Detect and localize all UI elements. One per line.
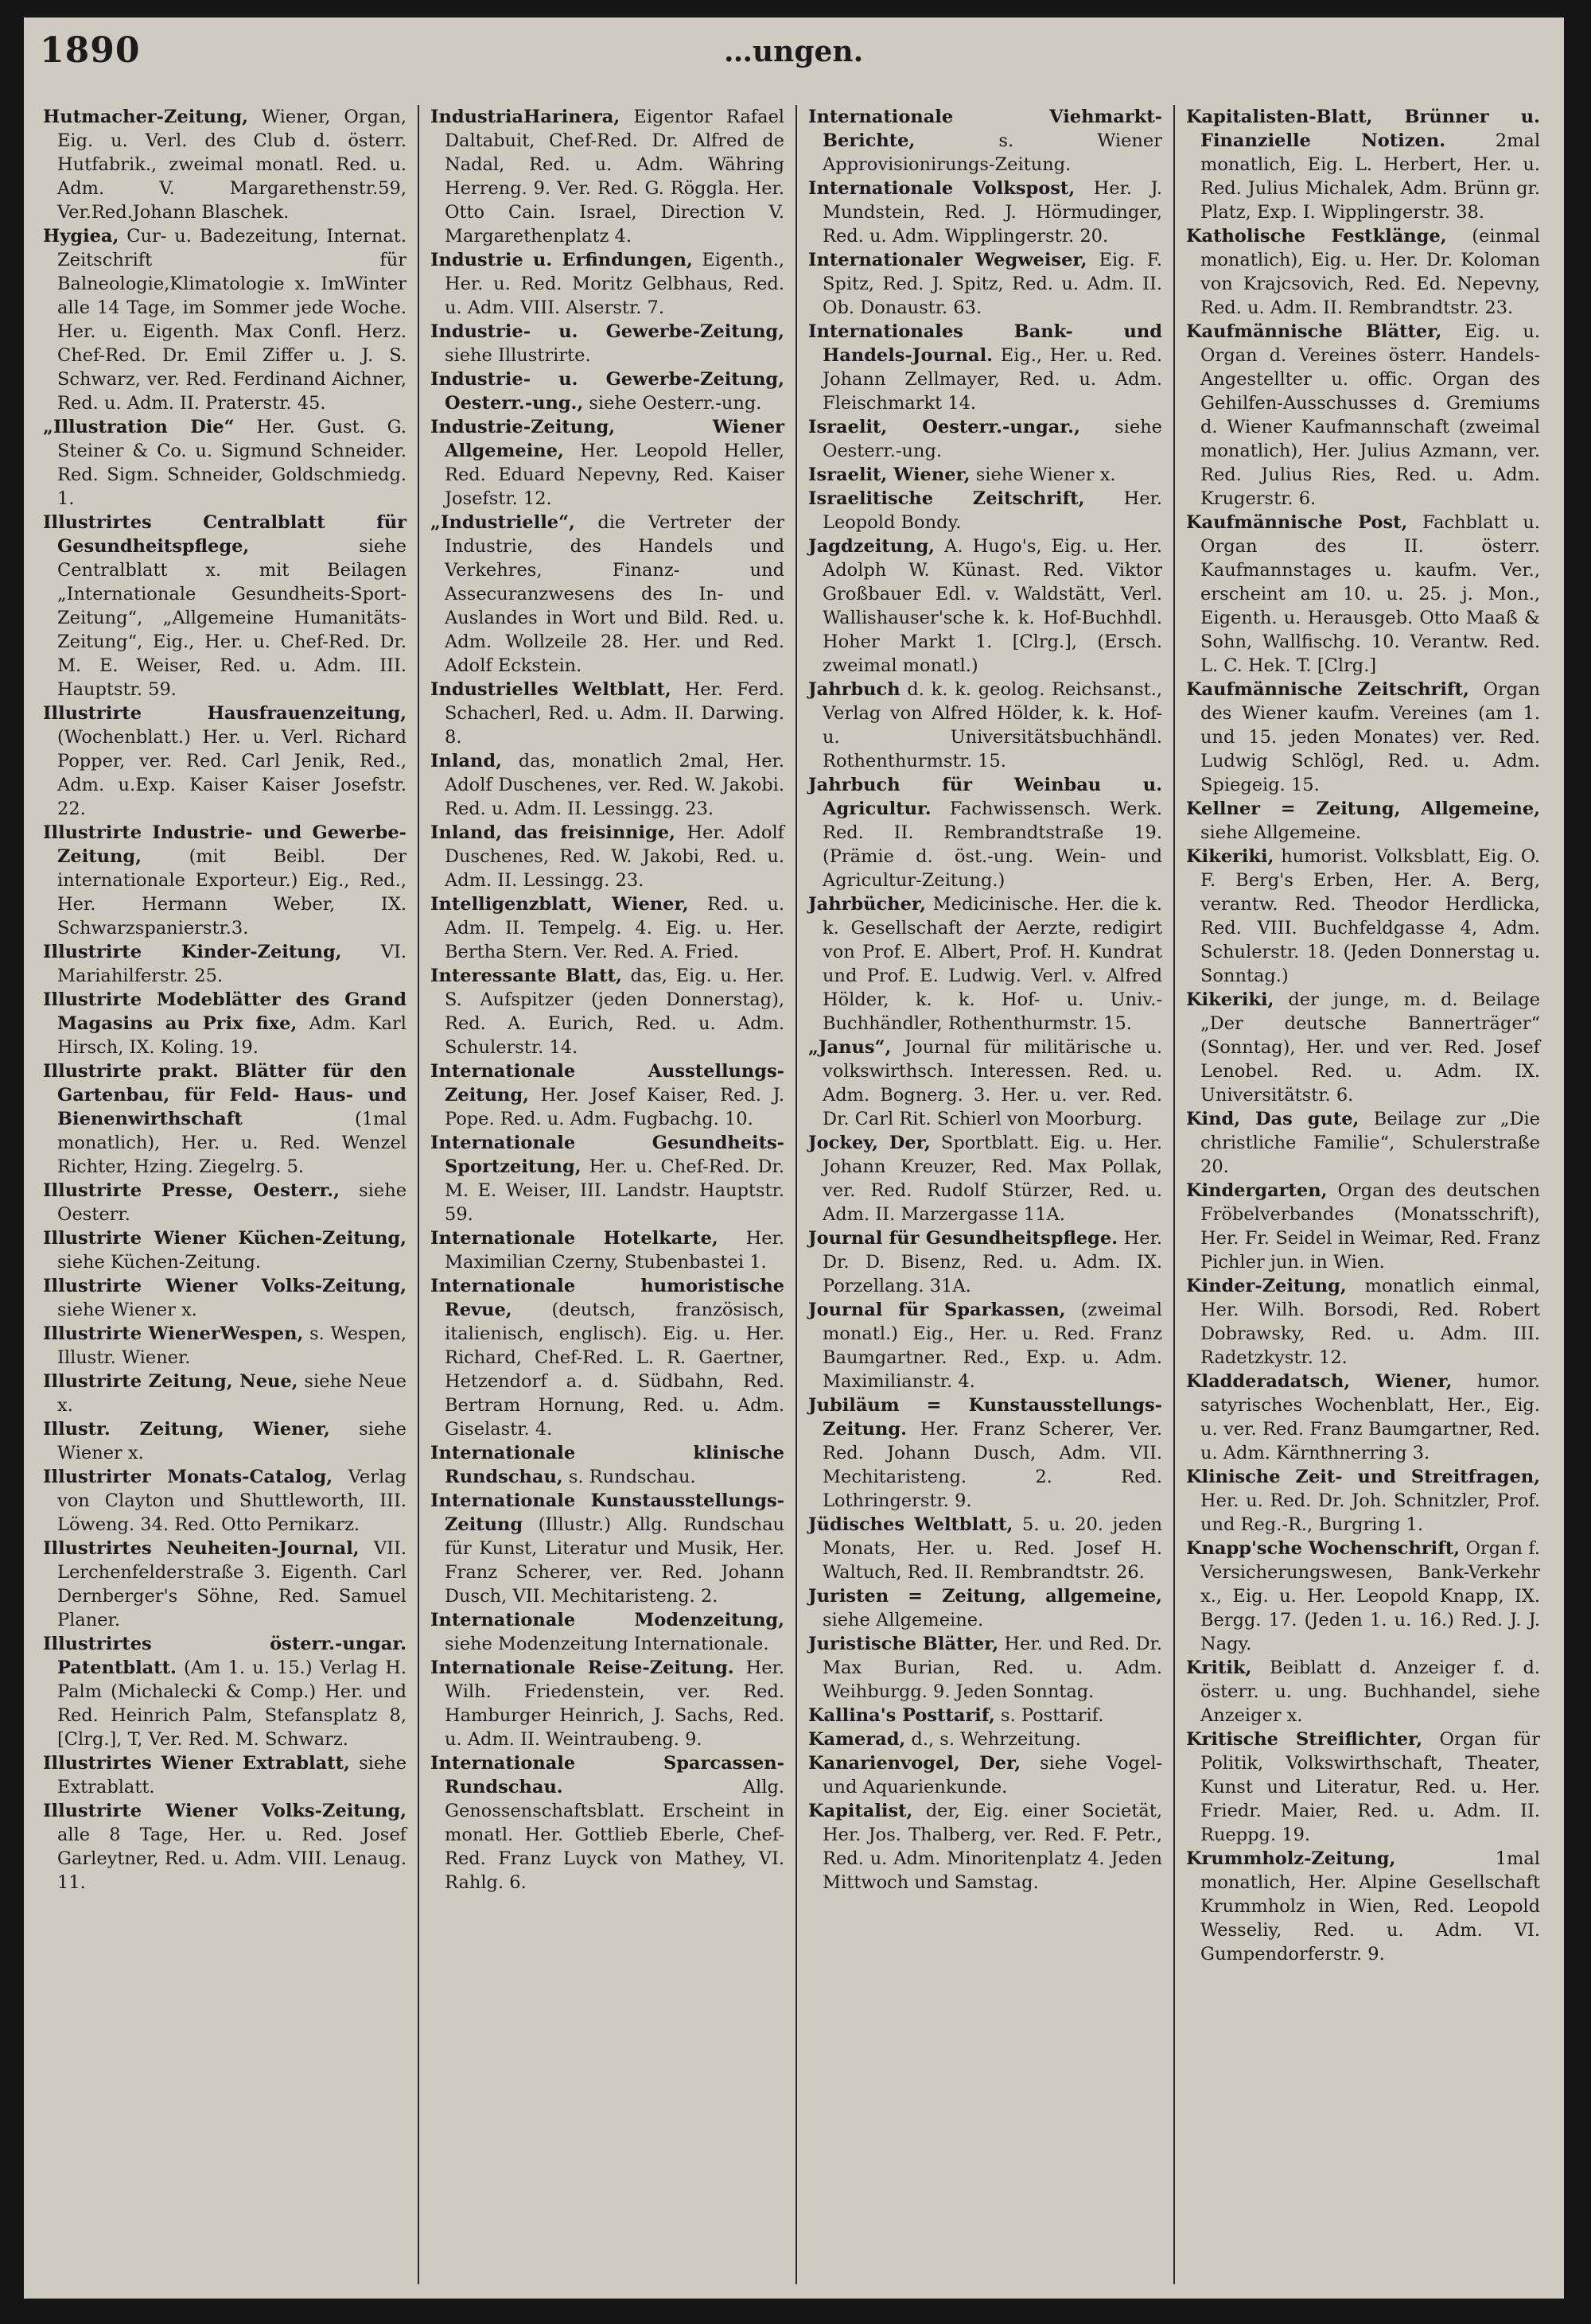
directory-entry bbox=[808, 487, 1162, 534]
entry-title: „Illustration Die“ bbox=[43, 417, 235, 437]
entry-text: alle 8 Tage, Her. u. Red. Josef Garleytner, Red. u. Adm. VIII. Lenaug. 11. bbox=[57, 1825, 407, 1893]
entry-title: Kaufmännische Post, bbox=[1186, 512, 1408, 533]
entry-title: Jahrbuch für Weinbau u. Agricultur. bbox=[808, 775, 1162, 819]
entry-text: VI. Mariahilferstr. 25. bbox=[57, 942, 407, 986]
entry-title: Jahrbücher, bbox=[808, 894, 926, 915]
entry-text: (Am 1. u. 15.) Verlag H. Palm (Michalecki & Comp.) Her. und Red. Heinrich Palm, Stefansplatz 8, [Clrg.], T, Ver. Red. M. Schwarz. bbox=[57, 1658, 407, 1750]
entry-text: 2mal monatlich, Eig. L. Herbert, Her. u. Red. Julius Michalek, Adm. Brünn gr. Platz, Exp. I. Wipplingerstr. 38. bbox=[1200, 130, 1541, 223]
directory-entry bbox=[808, 1131, 1162, 1226]
entry-text: Her. Dr. D. Bisenz, Red. u. Adm. IX. Porzellang. 31A. bbox=[823, 1228, 1163, 1296]
directory-entry bbox=[808, 1298, 1162, 1393]
directory-entry bbox=[1186, 988, 1540, 1107]
directory-entry bbox=[1186, 1179, 1540, 1274]
entry-text: Her. und Red. Dr. Max Burian, Red. u. Adm. Weihburgg. 9. Jeden Sonntag. bbox=[823, 1634, 1162, 1702]
entry-text: siehe Illustrirte. bbox=[445, 345, 591, 366]
directory-entry bbox=[1186, 797, 1540, 845]
directory-entry bbox=[43, 1274, 407, 1322]
directory-entry bbox=[430, 821, 784, 892]
entry-text: VII. Lerchenfelderstraße 3. Eigenth. Carl Dernberger's Söhne, Red. Samuel Planer. bbox=[57, 1538, 407, 1630]
entry-title: Internationale klinische Rundschau, bbox=[430, 1443, 784, 1487]
directory-entry bbox=[43, 224, 407, 415]
directory-entry bbox=[43, 1632, 407, 1751]
entry-title: Jagdzeitung, bbox=[808, 536, 936, 557]
directory-page bbox=[24, 17, 1564, 2299]
entry-title: Kapitalist, bbox=[808, 1801, 913, 1821]
directory-entry bbox=[808, 463, 1162, 487]
directory-entry bbox=[430, 964, 784, 1059]
entry-text: Her. J. Mundstein, Red. J. Hörmudinger, Red. u. Adm. Wipplingerstr. 20. bbox=[823, 178, 1162, 247]
entry-title: Kamerad, bbox=[808, 1729, 906, 1750]
entry-title: Jockey, Der, bbox=[808, 1133, 931, 1153]
page-number: 1890 bbox=[40, 30, 141, 71]
entry-title: Kikeriki, bbox=[1186, 989, 1274, 1010]
entry-text: Her. Adolf Duschenes, Red. W. Jakobi, Red. u. Adm. II. Lessingg. 23. bbox=[445, 822, 784, 891]
entry-text: Allg. Genossenschaftsblatt. Erscheint in monatl. Her. Gottlieb Eberle, Chef-Red. Franz Luyck von Mathey, VI. Rahlg. 6. bbox=[445, 1777, 784, 1893]
entry-title: Illustrirte Wiener Volks-Zeitung, bbox=[43, 1801, 407, 1821]
directory-entry bbox=[808, 678, 1162, 773]
entry-text: siehe Oesterr.-ung. bbox=[823, 417, 1162, 461]
entry-title: Kaufmännische Zeitschrift, bbox=[1186, 679, 1469, 700]
directory-entry bbox=[43, 1059, 407, 1179]
directory-entry bbox=[808, 1036, 1162, 1131]
entry-title: Katholische Festklänge, bbox=[1186, 226, 1447, 247]
directory-entry bbox=[430, 1059, 784, 1131]
entry-text: die Vertreter der Industrie, des Handels und Verkehres, Finanz- und Assecuranzwesens des In- und Auslandes in Wort und Bild. Red. u. Adm. Wollzeile 28. Her. und Red. Adolf Eckstein. bbox=[445, 512, 784, 676]
entry-title: Illustrirtes Neuheiten-Journal, bbox=[43, 1538, 360, 1559]
entry-text: Her. Franz Scherer, Ver. Red. Johann Dusch, Adm. VII. Mechitaristeng. 2. Red. Lothringerstr. 9. bbox=[823, 1419, 1163, 1511]
directory-entry bbox=[808, 1799, 1162, 1895]
entry-title: Illustrirte Modeblätter des Grand Magasins au Prix fixe, bbox=[43, 989, 407, 1034]
directory-entry bbox=[43, 1751, 407, 1799]
directory-entry bbox=[808, 1632, 1162, 1704]
entry-text: s. Rundschau. bbox=[568, 1467, 696, 1487]
entry-text: Her. Ferd. Schacherl, Red. u. Adm. II. Darwing. 8. bbox=[445, 679, 784, 748]
entry-text: siehe Oesterr. bbox=[57, 1180, 407, 1225]
directory-entry bbox=[43, 1465, 407, 1537]
directory-entry bbox=[43, 940, 407, 988]
directory-entry bbox=[43, 701, 407, 821]
entry-title: Illustr. Zeitung, Wiener, bbox=[43, 1419, 330, 1440]
entry-title: Krummholz-Zeitung, bbox=[1186, 1848, 1396, 1869]
running-header: …ungen. bbox=[724, 35, 864, 68]
entry-title: Illustrirte prakt. Blätter für den Gartenbau, für Feld- Haus- und Bienenwirthschaft bbox=[43, 1061, 407, 1129]
entry-text: siehe Wiener x. bbox=[57, 1300, 197, 1320]
entry-text: Eigenth., Her. u. Red. Moritz Gelbhaus, Red. u. Adm. VIII. Alserstr. 7. bbox=[445, 250, 784, 318]
entry-title: Internationale Hotelkarte, bbox=[430, 1228, 718, 1249]
entry-title: Hygiea, bbox=[43, 226, 119, 247]
entry-text: 1mal monatlich, Her. Alpine Gesellschaft Krummholz in Wien, Red. Leopold Wesseliy, Red. u. Adm. VI. Gumpendorferstr. 9. bbox=[1200, 1848, 1540, 1965]
entry-title: „Janus“, bbox=[808, 1037, 892, 1058]
directory-entry bbox=[808, 773, 1162, 892]
directory-entry bbox=[430, 1441, 784, 1489]
directory-entry bbox=[43, 105, 407, 224]
entry-title: Illustrirte Industrie- und Gewerbe-Zeitung, bbox=[43, 822, 407, 867]
entry-title: Journal für Sparkassen, bbox=[808, 1300, 1066, 1320]
directory-entry bbox=[430, 1274, 784, 1441]
entry-text: (Wochenblatt.) Her. u. Verl. Richard Popper, ver. Red. Carl Jenik, Red., Adm. u.Exp. Kaiser Kaiser Josefstr. 22. bbox=[57, 727, 407, 819]
entry-title: Inland, bbox=[430, 751, 502, 771]
directory-entry bbox=[1186, 511, 1540, 678]
entry-text: Verlag von Clayton und Shuttleworth, III. Löweng. 34. Red. Otto Pernikarz. bbox=[57, 1467, 407, 1535]
entry-title: Illustrirtes österr.-ungar. Patentblatt. bbox=[43, 1634, 407, 1678]
directory-entry bbox=[1186, 1656, 1540, 1727]
entry-text: Beilage zur „Die christliche Familie“, Schulerstraße 20. bbox=[1200, 1109, 1540, 1177]
entry-text: s. Wespen, Illustr. Wiener. bbox=[57, 1323, 407, 1368]
entry-title: Klinische Zeit- und Streitfragen, bbox=[1186, 1467, 1540, 1487]
entry-title: Israelit, Wiener, bbox=[808, 464, 971, 485]
directory-entry bbox=[43, 988, 407, 1059]
directory-entry bbox=[808, 248, 1162, 320]
directory-entry bbox=[430, 1226, 784, 1274]
entry-title: Juristische Blätter, bbox=[808, 1634, 999, 1654]
entry-title: Illustrirte WienerWespen, bbox=[43, 1323, 304, 1344]
directory-entry bbox=[43, 415, 407, 511]
entry-text: d., s. Wehrzeitung. bbox=[911, 1729, 1081, 1750]
entry-title: Interessante Blatt, bbox=[430, 966, 622, 986]
entry-text: siehe Allgemeine. bbox=[823, 1610, 984, 1630]
entry-text: (1mal monatlich), Her. u. Red. Wenzel Richter, Hzing. Ziegelrg. 5. bbox=[57, 1109, 407, 1177]
entry-title: Industrie- u. Gewerbe-Zeitung, Oesterr.-ung., bbox=[430, 369, 784, 414]
entry-title: Kladderadatsch, Wiener, bbox=[1186, 1371, 1453, 1392]
directory-entry bbox=[430, 749, 784, 821]
column-1 bbox=[40, 105, 418, 2284]
entry-title: Kind, Das gute, bbox=[1186, 1109, 1360, 1129]
directory-entry bbox=[43, 1322, 407, 1370]
directory-entry bbox=[808, 105, 1162, 177]
directory-entry bbox=[808, 320, 1162, 415]
directory-entry bbox=[808, 1393, 1162, 1513]
directory-entry bbox=[43, 1799, 407, 1895]
directory-entry bbox=[808, 892, 1162, 1036]
entry-title: Kanarienvogel, Der, bbox=[808, 1753, 1021, 1774]
directory-entry bbox=[430, 248, 784, 320]
entry-title: Israelitische Zeitschrift, bbox=[808, 488, 1085, 509]
directory-entry bbox=[808, 177, 1162, 248]
directory-entry bbox=[1186, 678, 1540, 797]
directory-entry bbox=[43, 511, 407, 701]
entry-title: Industrie- u. Gewerbe-Zeitung, bbox=[430, 321, 784, 342]
entry-text: Medicinische. Her. die k. k. Gesellschaft der Aerzte, redigirt von Prof. E. Albert, Prof. H. Kundrat und Prof. E. Ludwig. Verl. v. Alfred Hölder, k. k. Hof- u. Univ.-Buchhändler, Rothenthurmstr. 15. bbox=[823, 894, 1162, 1034]
entry-title: Internationale Reise-Zeitung. bbox=[430, 1658, 734, 1678]
entry-text: Organ für Politik, Volkswirthschaft, Theater, Kunst und Literatur, Red. u. Her. Friedr. Maier, Red. u. Adm. II. Rueppg. 19. bbox=[1200, 1729, 1540, 1845]
directory-entry bbox=[43, 1417, 407, 1465]
entry-text: humor. satyrisches Wochenblatt, Her., Eig. u. ver. Red. Franz Baumgartner, Red. u. Adm. Kärnthnerring 3. bbox=[1200, 1371, 1541, 1463]
entry-text: Her. Leopold Bondy. bbox=[823, 488, 1162, 533]
entry-title: Industrie u. Erfindungen, bbox=[430, 250, 693, 270]
entry-text: Her. Wilh. Friedenstein, ver. Red. Hamburger Heinrich, J. Sachs, Red. u. Adm. II. Weintraubeng. 9. bbox=[445, 1658, 784, 1750]
directory-entry bbox=[43, 1537, 407, 1632]
directory-entry bbox=[430, 320, 784, 367]
directory-entry bbox=[808, 1704, 1162, 1727]
directory-entry bbox=[808, 1584, 1162, 1632]
entry-text: Fachblatt u. Organ des II. österr. Kaufmannstages u. kaufm. Ver., erscheint am 10. u. 25. j. Mon., Eigenth. u. Herausgeb. Otto Maaß & Sohn, Wallfischg. 10. Verantw. Red. L. C. Hek. T. [Clrg.] bbox=[1200, 512, 1541, 676]
directory-entry bbox=[1186, 105, 1540, 224]
entry-text: siehe Wiener x. bbox=[57, 1419, 407, 1463]
entry-title: Internationale Ausstellungs-Zeitung, bbox=[430, 1061, 784, 1106]
entry-title: Kinder-Zeitung, bbox=[1186, 1276, 1347, 1296]
directory-entry bbox=[1186, 224, 1540, 320]
directory-entry bbox=[808, 1751, 1162, 1799]
entry-text: Sportblatt. Eig. u. Her. Johann Kreuzer, Red. Max Pollak, ver. Red. Rudolf Stürzer, Red. u. Adm. II. Marzergasse 11A. bbox=[823, 1133, 1162, 1225]
directory-entry bbox=[1186, 1847, 1540, 1966]
entry-title: Jüdisches Weltblatt, bbox=[808, 1514, 1013, 1535]
entry-text: siehe Wiener x. bbox=[975, 464, 1116, 485]
entry-text: Her. u. Red. Dr. Joh. Schnitzler, Prof. und Reg.-R., Burgring 1. bbox=[1200, 1490, 1540, 1535]
entry-title: Kaufmännische Blätter, bbox=[1186, 321, 1442, 342]
entry-text: 5. u. 20. jeden Monats, Her. u. Red. Josef H. Waltuch, Red. II. Rembrandtstr. 26. bbox=[823, 1514, 1162, 1583]
entry-title: Illustrirte Zeitung, Neue, bbox=[43, 1371, 298, 1392]
entry-text: Eig. F. Spitz, Red. J. Spitz, Red. u. Adm. II. Ob. Donaustr. 63. bbox=[823, 250, 1162, 318]
entry-title: Internationaler Wegweiser, bbox=[808, 250, 1087, 270]
entry-text: Eigentor Rafael Daltabuit, Chef-Red. Dr. Alfred de Nadal, Red. u. Adm. Währing Herreng. 9. Ver. Red. G. Röggla. Her. Otto Cain. Israel, Direction V. Margarethenplatz 4. bbox=[445, 107, 784, 247]
entry-title: Internationale humoristische Revue, bbox=[430, 1276, 784, 1320]
entry-text: siehe Vogel- und Aquarienkunde. bbox=[823, 1753, 1162, 1797]
entry-text: Organ f. Versicherungswesen, Bank-Verkehr x., Eig. u. Her. Leopold Knapp, IX. Bergg. 17. (Jeden 1. u. 16.) Red. J. J. Nagy. bbox=[1200, 1538, 1540, 1654]
entry-text: siehe Centralblatt x. mit Beilagen „Internationale Gesundheits-Sport-Zeitung“, „Allgemeine Humanitäts-Zeitung“, Eig., Her. u. Chef-Red. Dr. M. E. Weiser, Red. u. Adm. III. Hauptstr. 59. bbox=[57, 536, 407, 700]
entry-text: siehe Extrablatt. bbox=[57, 1753, 407, 1797]
entry-text: s. Posttarif. bbox=[1001, 1705, 1104, 1726]
entry-title: Israelit, Oesterr.-ungar., bbox=[808, 417, 1080, 437]
directory-entry bbox=[1186, 1727, 1540, 1847]
entry-title: „Industrielle“, bbox=[430, 512, 575, 533]
entry-title: Illustrirte Wiener Küchen-Zeitung, bbox=[43, 1228, 407, 1249]
directory-entry bbox=[430, 1131, 784, 1226]
entry-text: Wiener, Organ, Eig. u. Verl. des Club d. österr. Hutfabrik., zweimal monatl. Red. u. Adm. V. Margarethenstr.59, Ver.Red.Johann Blaschek. bbox=[57, 107, 407, 223]
column-3 bbox=[796, 105, 1173, 2284]
entry-title: Kindergarten, bbox=[1186, 1180, 1328, 1201]
directory-entry bbox=[430, 367, 784, 415]
directory-entry bbox=[430, 678, 784, 749]
entry-title: Jahrbuch bbox=[808, 679, 901, 700]
entry-title: Kritik, bbox=[1186, 1658, 1252, 1678]
entry-text: das, monatlich 2mal, Her. Adolf Duschenes, ver. Red. W. Jakobi. Red. u. Adm. II. Lessingg. 23. bbox=[445, 751, 784, 819]
directory-entry bbox=[430, 1608, 784, 1656]
entry-title: Juristen = Zeitung, allgemeine, bbox=[808, 1586, 1162, 1607]
entry-text: siehe Allgemeine. bbox=[1200, 822, 1362, 843]
entry-title: Jubiläum = Kunstausstellungs-Zeitung. bbox=[808, 1395, 1162, 1440]
entry-title: Illustrirte Kinder-Zeitung, bbox=[43, 942, 342, 962]
entry-text: Beiblatt d. Anzeiger f. d. österr. u. ung. Buchhandel, siehe Anzeiger x. bbox=[1200, 1658, 1541, 1726]
entry-text: (Illustr.) Allg. Rundschau für Kunst, Literatur und Musik, Her. Franz Scherer, ver. Red. Johann Dusch, VII. Mechitaristeng. 2. bbox=[445, 1514, 784, 1607]
entry-text: Organ des deutschen Fröbelverbandes (Monatsschrift), Her. Fr. Seidel in Weimar, Red. Franz Pichler jun. in Wien. bbox=[1200, 1180, 1540, 1273]
entry-text: Her. Josef Kaiser, Red. J. Pope. Red. u. Adm. Fugbachg. 10. bbox=[445, 1085, 784, 1129]
entry-text: Her. Gust. G. Steiner & Co. u. Sigmund Schneider. Red. Sigm. Schneider, Goldschmiedg. 1. bbox=[57, 417, 407, 509]
entry-text: (einmal monatlich), Eig. u. Her. Dr. Koloman von Krajcsovich, Red. Ed. Nepevny, Red. u. Adm. II. Rembrandtstr. 23. bbox=[1200, 226, 1541, 318]
entry-title: Hutmacher-Zeitung, bbox=[43, 107, 248, 127]
entry-text: (mit Beibl. Der internationale Exporteur.) Eig., Red., Her. Hermann Weber, IX. Schwarzspanierstr.3. bbox=[57, 846, 407, 939]
entry-title: Illustrirte Wiener Volks-Zeitung, bbox=[43, 1276, 407, 1296]
entries-grid bbox=[40, 105, 1551, 2284]
entry-title: Industrie-Zeitung, Wiener Allgemeine, bbox=[430, 417, 784, 461]
entry-title: Kallina's Posttarif, bbox=[808, 1705, 995, 1726]
entry-title: Internationales Bank- und Handels-Journal. bbox=[808, 321, 1162, 366]
directory-entry bbox=[430, 1656, 784, 1751]
directory-entry bbox=[1186, 1274, 1540, 1370]
entry-text: Cur- u. Badezeitung, Internat. Zeitschrift für Balneologie,Klimatologie x. ImWinter alle 14 Tage, im Sommer jede Woche. Her. u. Eigenth. Max Confl. Herz. Chef-Red. Dr. Emil Ziffer u. J. S. Schwarz, ver. Red. Ferdinand Aichner, Red. u. Adm. II. Praterstr. 45. bbox=[57, 226, 407, 414]
entry-title: Kritische Streiflichter, bbox=[1186, 1729, 1423, 1750]
entry-title: Kellner = Zeitung, Allgemeine, bbox=[1186, 799, 1540, 819]
entry-text: Adm. Karl Hirsch, IX. Koling. 19. bbox=[57, 1013, 407, 1058]
entry-text: siehe Modenzeitung Internationale. bbox=[445, 1634, 769, 1654]
entry-text: siehe Neue x. bbox=[57, 1371, 407, 1416]
directory-entry bbox=[1186, 1537, 1540, 1656]
directory-entry bbox=[430, 1751, 784, 1895]
directory-entry bbox=[430, 1489, 784, 1608]
entry-title: Internationale Volkspost, bbox=[808, 178, 1076, 199]
entry-title: Illustrirter Monats-Catalog, bbox=[43, 1467, 333, 1487]
entry-text: Red. u. Adm. II. Tempelg. 4. Eig. u. Her. Bertha Stern. Ver. Red. A. Fried. bbox=[445, 894, 784, 962]
entry-text: s. Wiener Approvisionirungs-Zeitung. bbox=[823, 130, 1162, 175]
directory-entry bbox=[430, 511, 784, 678]
directory-entry bbox=[1186, 320, 1540, 511]
directory-entry bbox=[808, 1727, 1162, 1751]
entry-title: IndustriaHarinera, bbox=[430, 107, 620, 127]
column-4 bbox=[1173, 105, 1551, 2284]
entry-title: Knapp'sche Wochenschrift, bbox=[1186, 1538, 1461, 1559]
directory-entry bbox=[1186, 1465, 1540, 1537]
directory-entry bbox=[808, 1226, 1162, 1298]
entry-title: Kapitalisten-Blatt, Brünner u. Finanzielle Notizen. bbox=[1186, 107, 1540, 151]
entry-text: der, Eig. einer Societät, Her. Jos. Thalberg, ver. Red. F. Petr., Red. u. Adm. Minoritenplatz 4. Jeden Mittwoch und Samstag. bbox=[823, 1801, 1162, 1893]
directory-entry bbox=[43, 1179, 407, 1226]
directory-entry bbox=[808, 534, 1162, 678]
entry-text: Eig. u. Organ d. Vereines österr. Handels-Angestellter u. offic. Organ des Gehilfen-Ausschusses d. Gremiums d. Wiener Kaufmannschaft (zweimal monatlich), Her. Julius Azmann, ver. Red. Julius Ries, Red. u. Adm. Krugerstr. 6. bbox=[1200, 321, 1540, 509]
entry-title: Illustrirtes Centralblatt für Gesundheitspflege, bbox=[43, 512, 407, 557]
entry-text: d. k. k. geolog. Reichsanst., Verlag von Alfred Hölder, k. k. Hof- u. Universitätsbuchhändl. Rothenthurmstr. 15. bbox=[823, 679, 1162, 771]
entry-title: Illustrirtes Wiener Extrablatt, bbox=[43, 1753, 350, 1774]
entry-title: Inland, das freisinnige, bbox=[430, 822, 675, 843]
entry-text: siehe Küchen-Zeitung. bbox=[57, 1252, 262, 1273]
entry-text: Eig., Her. u. Red. Johann Zellmayer, Red. u. Adm. Fleischmarkt 14. bbox=[823, 345, 1162, 414]
entry-title: Illustrirte Presse, Oesterr., bbox=[43, 1180, 340, 1201]
directory-entry bbox=[43, 821, 407, 940]
entry-title: Internationale Viehmarkt-Berichte, bbox=[808, 107, 1162, 151]
entry-text: (zweimal monatl.) Eig., Her. u. Red. Franz Baumgartner. Red., Exp. u. Adm. Maximilianstr. 4. bbox=[823, 1300, 1162, 1392]
entry-text: Fachwissensch. Werk. Red. II. Rembrandtstraße 19. (Prämie d. öst.-ung. Wein- und Agricultur-Zeitung.) bbox=[823, 799, 1162, 891]
directory-entry bbox=[43, 1226, 407, 1274]
entry-text: Journal für militärische u. volkswirthsch. Interessen. Red. u. Adm. Bognerg. 3. Her. u. ver. Red. Dr. Carl Rit. Schierl von Moorburg. bbox=[823, 1037, 1162, 1129]
entry-text: (deutsch, französisch, italienisch, englisch). Eig. u. Her. Richard, Chef-Red. L. R. Gaertner, Hetzendorf a. d. Südbahn, Red. Bertram Hornung, Red. u. Adm. Giselastr. 4. bbox=[445, 1300, 784, 1440]
directory-entry bbox=[1186, 1370, 1540, 1465]
entry-text: Her. Leopold Heller, Red. Eduard Nepevny, Red. Kaiser Josefstr. 12. bbox=[445, 441, 785, 509]
entry-title: Journal für Gesundheitspflege. bbox=[808, 1228, 1118, 1249]
directory-entry bbox=[430, 892, 784, 964]
entry-text: Her. u. Chef-Red. Dr. M. E. Weiser, III. Landstr. Hauptstr. 59. bbox=[445, 1156, 784, 1225]
entry-text: der junge, m. d. Beilage „Der deutsche Bannerträger“ (Sonntag), Her. und ver. Red. Josef Lenobel. Red. u. Adm. IX. Universitätstr. 6. bbox=[1200, 989, 1540, 1106]
directory-entry bbox=[1186, 1107, 1540, 1179]
entry-title: Illustrirte Hausfrauenzeitung, bbox=[43, 703, 407, 724]
column-2 bbox=[418, 105, 796, 2284]
entry-text: humorist. Volksblatt, Eig. O. F. Berg's Erben, Her. A. Berg, verantw. Red. Theodor Herdlicka, Red. VIII. Buchfeldgasse 4, Adm. Schulerstr. 18. (Jeden Donnerstag u. Sonntag.) bbox=[1200, 846, 1540, 986]
entry-title: Internationale Modenzeitung, bbox=[430, 1610, 784, 1630]
directory-entry bbox=[43, 1370, 407, 1417]
directory-entry bbox=[430, 415, 784, 511]
entry-text: siehe Oesterr.-ung. bbox=[589, 393, 762, 414]
entry-text: das, Eig. u. Her. S. Aufspitzer (jeden Donnerstag), Red. A. Eurich, Red. u. Adm. Schulerstr. 14. bbox=[445, 966, 784, 1058]
entry-text: monatlich einmal, Her. Wilh. Borsodi, Red. Robert Dobrawsky, Red. u. Adm. III. Radetzkystr. 12. bbox=[1200, 1276, 1540, 1368]
entry-text: Organ des Wiener kaufm. Vereines (am 1. und 15. jeden Monates) ver. Red. Ludwig Schlögl, Red. u. Adm. Spiegeig. 15. bbox=[1200, 679, 1540, 795]
directory-entry bbox=[808, 1513, 1162, 1584]
entry-title: Internationale Kunstausstellungs-Zeitung bbox=[430, 1490, 784, 1535]
entry-title: Industrielles Weltblatt, bbox=[430, 679, 671, 700]
directory-entry bbox=[430, 105, 784, 248]
entry-title: Kikeriki, bbox=[1186, 846, 1274, 867]
directory-entry bbox=[808, 415, 1162, 463]
entry-title: Intelligenzblatt, Wiener, bbox=[430, 894, 689, 915]
entry-title: Internationale Sparcassen-Rundschau. bbox=[430, 1753, 784, 1797]
directory-entry bbox=[1186, 845, 1540, 988]
entry-title: Internationale Gesundheits-Sportzeitung, bbox=[430, 1133, 784, 1177]
entry-text: A. Hugo's, Eig. u. Her. Adolph W. Künast. Red. Viktor Großbauer Edl. v. Waldstätt, Verl. Wallishauser'sche k. k. Hof-Buchhdl. Hoher Markt 1. [Clrg.], (Ersch. zweimal monatl.) bbox=[823, 536, 1162, 676]
entry-text: Her. Maximilian Czerny, Stubenbastei 1. bbox=[445, 1228, 784, 1273]
